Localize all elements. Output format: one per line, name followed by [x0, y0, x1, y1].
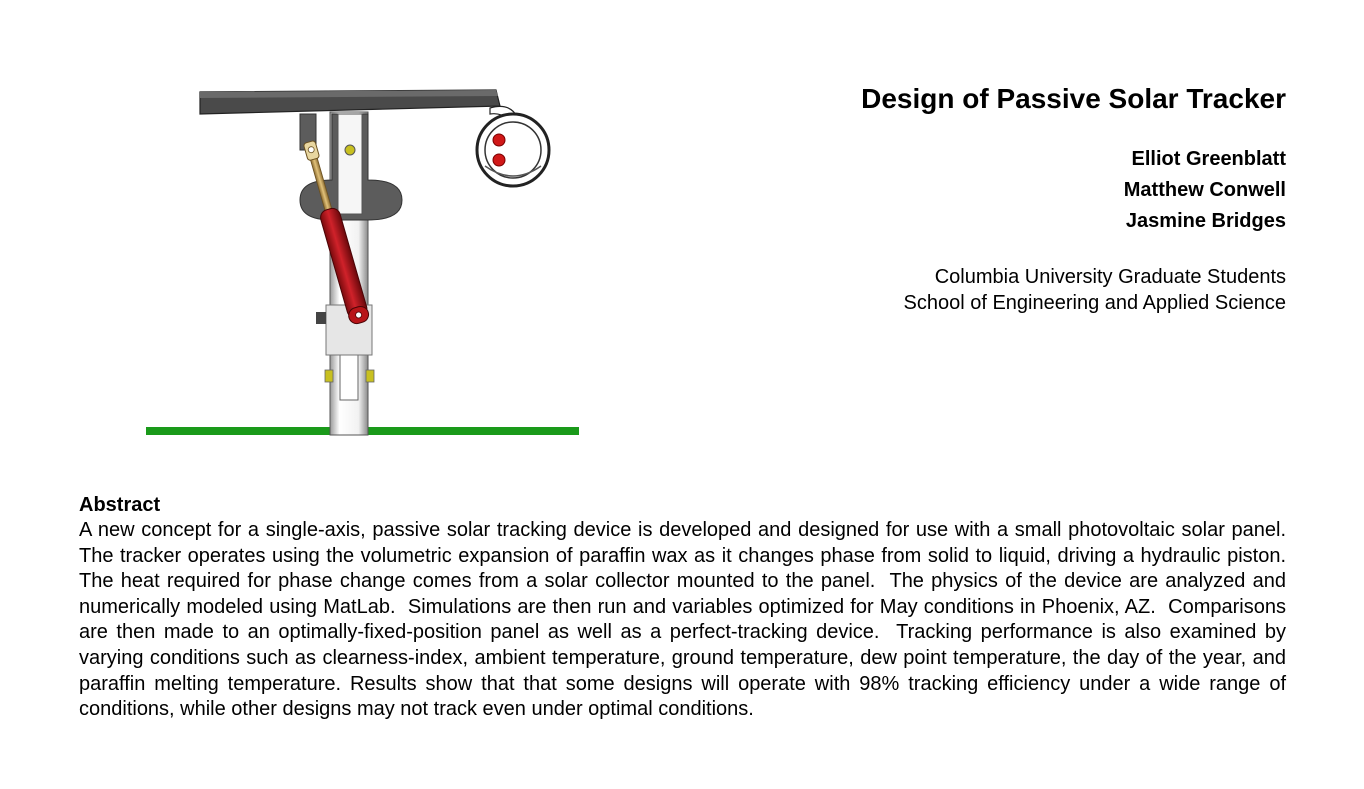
collector-dot-top: [493, 134, 505, 146]
abstract-body: A new concept for a single-axis, passive solar tracking device is developed and designed for use with a small photovoltaic solar panel. The tracker operates using the volumetric expansion of paraffin wax as it changes phase from solid to liquid, driving a hydraulic piston. The heat required for phase change comes from a solar collector mounted to the panel. The physics of the device are analyzed and numerically modeled using MatLab. Simulations are then run and variables optimized for May conditions in Phoenix, AZ. Comparisons are then made to an optimally-fixed-position panel as well as a perfect-tracking device. Tracking performance is also examined by varying conditions such as clearness-index, ambient temperature, ground temperature, dew point temperature, the day of the year, and paraffin melting temperature. Results show that that some designs will operate with 98% tracking efficiency under a wide range of conditions, while other designs may not track even under optimal conditions.: [79, 519, 1298, 721]
author-name: Jasmine Bridges: [1125, 210, 1286, 232]
abstract-heading: Abstract: [79, 494, 161, 516]
author-name: Matthew Conwell: [1123, 179, 1286, 201]
author-name: Elliot Greenblatt: [1131, 148, 1286, 170]
pole-slot: [340, 355, 358, 400]
bolt-right: [366, 370, 374, 382]
collector-dot-bottom: [493, 154, 505, 166]
solar-collector-inner: [485, 122, 541, 178]
author-list: [726, 144, 1286, 237]
paper-title: Design of Passive Solar Tracker: [861, 83, 1286, 114]
solar-tracker-illustration: [140, 80, 590, 445]
affiliation: [726, 264, 1286, 316]
affiliation-line: School of Engineering and Applied Science: [903, 292, 1286, 314]
solar-tracker-figure: [140, 80, 590, 445]
title-block: [726, 82, 1286, 316]
affiliation-line: Columbia University Graduate Students: [934, 266, 1286, 288]
hinge-pin: [345, 145, 355, 155]
abstract-section: [79, 492, 1298, 723]
bolt-left: [325, 370, 333, 382]
